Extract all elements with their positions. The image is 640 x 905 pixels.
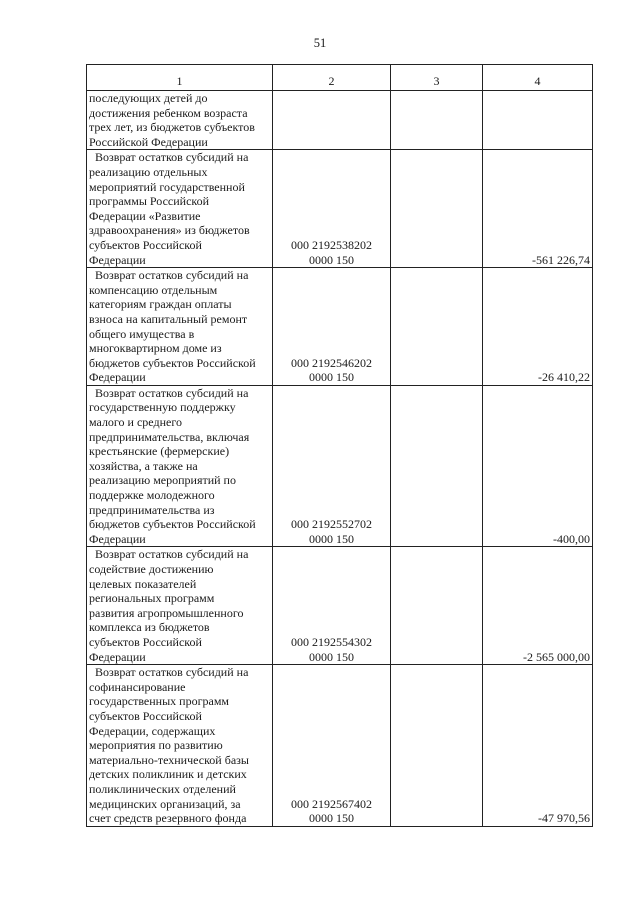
- row-code-cell: [273, 385, 391, 547]
- column-header-3: 3: [391, 65, 483, 91]
- row-name-line: развития агропромышленного: [89, 605, 244, 620]
- row-code-line: 000 2192538202: [291, 237, 372, 252]
- row-name-line: трех лет, из бюджетов субъектов: [89, 120, 255, 135]
- row-name-line: государственных программ: [89, 694, 230, 709]
- row-name-line: Возврат остатков субсидий на: [95, 665, 249, 680]
- row-code-line: 000 2192552702: [291, 517, 372, 532]
- row-name-line: софинансирование: [89, 679, 186, 694]
- page-number: 51: [313, 36, 327, 50]
- table-row: [87, 268, 593, 386]
- row-name-cell: [87, 91, 273, 150]
- row-name-line: субъектов Российской: [89, 708, 202, 723]
- row-name-line: субъектов Российской: [89, 634, 202, 649]
- row-name-line: предпринимательства из: [89, 502, 215, 517]
- row-name-line: программы Российской: [89, 194, 210, 209]
- table-row: [87, 91, 593, 150]
- table-header-row: [87, 65, 593, 91]
- row-col3-cell: [391, 150, 483, 268]
- row-name-line: крестьянские (фермерские): [89, 444, 230, 459]
- row-code-cell: [273, 150, 391, 268]
- column-header-4: 4: [483, 65, 593, 91]
- row-name-line: Возврат остатков субсидий на: [95, 150, 249, 165]
- row-name-line: реализацию отдельных: [89, 164, 208, 179]
- row-name-line: содействие достижению: [89, 562, 214, 576]
- row-code-line: 000 2192554302: [291, 634, 372, 649]
- row-name-line: счет средств резервного фонда: [89, 811, 247, 826]
- row-amount-cell: -47 970,56: [483, 665, 593, 827]
- row-name-line: государственную поддержку: [89, 400, 236, 415]
- row-name-line: бюджетов субъектов Российской: [89, 517, 256, 532]
- row-amount-cell: -26 410,22: [483, 268, 593, 386]
- row-col3-cell: [391, 91, 483, 150]
- column-header-1: 1: [87, 65, 273, 91]
- row-code-cell: [273, 268, 391, 386]
- row-name-line: субъектов Российской: [89, 237, 202, 252]
- row-code-cell: [273, 91, 391, 150]
- row-name-cell: [87, 547, 273, 665]
- table-row: [87, 150, 593, 268]
- row-name-line: Федерации: [89, 531, 146, 546]
- row-name-line: поликлинических отделений: [89, 781, 236, 796]
- row-name-line: предпринимательства, включая: [89, 429, 250, 444]
- row-code-line: 0000 150: [309, 252, 354, 267]
- row-name-line: Российской Федерации: [89, 134, 208, 149]
- row-amount-cell: -561 226,74: [483, 150, 593, 268]
- row-name-line: общего имущества в: [89, 326, 195, 341]
- row-name-line: региональных программ: [89, 591, 215, 606]
- row-code-line: 000 2192567402: [291, 796, 372, 811]
- row-code-line: 000 2192546202: [291, 355, 372, 370]
- row-name-line: последующих детей до: [89, 91, 208, 105]
- row-name-line: малого и среднего: [89, 415, 182, 430]
- row-name-line: мероприятий государственной: [89, 179, 245, 194]
- table-row: [87, 665, 593, 827]
- row-name-line: Федерации, содержащих: [89, 723, 216, 738]
- table-row: [87, 547, 593, 665]
- row-col3-cell: [391, 268, 483, 386]
- row-name-line: комплекса из бюджетов: [89, 620, 210, 635]
- row-code-line: 0000 150: [309, 649, 354, 664]
- row-name-line: медицинских организаций, за: [89, 796, 241, 811]
- row-name-line: компенсацию отдельным: [89, 282, 218, 297]
- row-name-line: бюджетов субъектов Российской: [89, 355, 256, 370]
- row-name-cell: [87, 385, 273, 547]
- row-name-line: мероприятия по развитию: [89, 738, 223, 753]
- row-name-line: категориям граждан оплаты: [89, 297, 232, 312]
- row-name-line: многоквартирном доме из: [89, 341, 222, 356]
- column-header-2: 2: [273, 65, 391, 91]
- row-name-cell: [87, 268, 273, 386]
- row-name-line: Возврат остатков субсидий на: [95, 385, 249, 400]
- row-name-line: материально-технической базы: [89, 752, 249, 767]
- row-amount-cell: -400,00: [483, 385, 593, 547]
- row-col3-cell: [391, 665, 483, 827]
- row-name-line: здравоохранения» из бюджетов: [89, 223, 250, 238]
- table-body: [87, 91, 593, 827]
- budget-table: [86, 64, 593, 827]
- row-code-cell: [273, 665, 391, 827]
- row-name-line: достижения ребенком возраста: [89, 105, 248, 120]
- row-code-cell: [273, 547, 391, 665]
- row-name-line: реализацию мероприятий по: [89, 473, 236, 488]
- table-row: [87, 385, 593, 547]
- row-name-line: Возврат остатков субсидий на: [95, 547, 249, 562]
- row-name-line: Возврат остатков субсидий на: [95, 268, 249, 283]
- row-name-line: хозяйства, а также на: [89, 458, 198, 473]
- row-name-line: Федерации «Развитие: [89, 208, 201, 223]
- row-amount-cell: [483, 91, 593, 150]
- row-name-line: взноса на капитальный ремонт: [89, 311, 248, 326]
- row-name-cell: [87, 665, 273, 827]
- row-code-line: 0000 150: [309, 370, 354, 385]
- row-amount-cell: -2 565 000,00: [483, 547, 593, 665]
- row-name-line: целевых показателей: [89, 576, 197, 591]
- row-name-line: Федерации: [89, 252, 146, 267]
- row-name-line: поддержке молодежного: [89, 488, 215, 503]
- row-name-line: Федерации: [89, 370, 146, 385]
- row-name-cell: [87, 150, 273, 268]
- row-col3-cell: [391, 385, 483, 547]
- row-code-line: 0000 150: [309, 531, 354, 546]
- row-name-line: Федерации: [89, 649, 146, 664]
- row-col3-cell: [391, 547, 483, 665]
- row-code-line: 0000 150: [309, 811, 354, 826]
- row-name-line: детских поликлиник и детских: [89, 767, 247, 782]
